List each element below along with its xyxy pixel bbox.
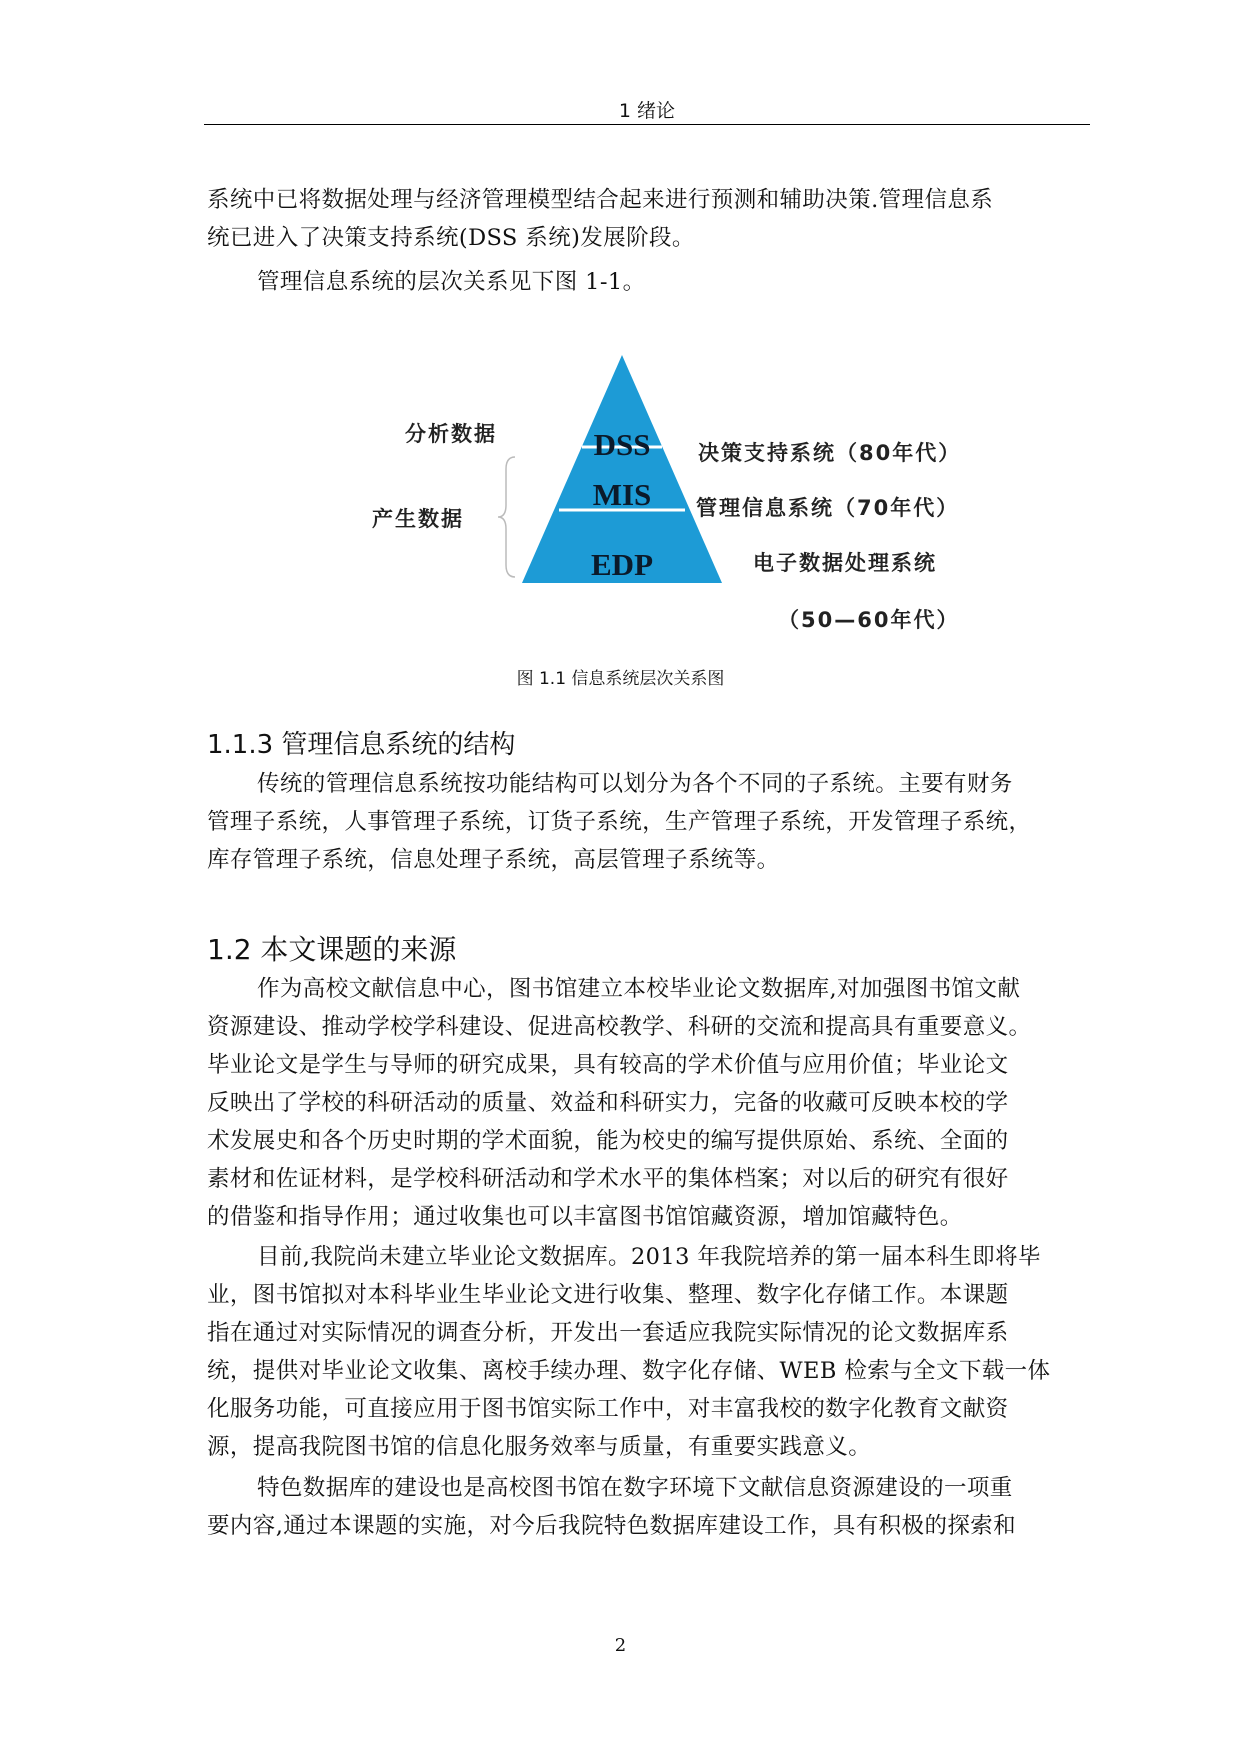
intro-paragraph <box>207 181 1087 257</box>
text-line: 资源建设、推动学校学科建设、促进高校教学、科研的交流和提高具有重要意义。 <box>207 1014 1032 1040</box>
text-line: 管理信息系统的层次关系见下图 1-1。 <box>257 269 646 295</box>
section-heading-1-2: 1.2 本文课题的来源 <box>207 933 457 966</box>
text-line: 库存管理子系统，信息处理子系统，高层管理子系统等。 <box>207 847 780 873</box>
section-1-1-3-paragraph <box>207 765 1087 879</box>
layer-edp: EDP <box>591 547 653 582</box>
text-line: 指在通过对实际情况的调查分析，开发出一套适应我院实际情况的论文数据库系 <box>207 1320 1009 1346</box>
text-line: 系统中已将数据处理与经济管理模型结合起来进行预测和辅助决策.管理信息系 <box>207 187 994 213</box>
text-line: 素材和佐证材料，是学校科研活动和学术水平的集体档案；对以后的研究有很好 <box>207 1166 1009 1192</box>
label-edp-era: （50—60年代） <box>778 608 960 632</box>
text-line: 目前,我院尚未建立毕业论文数据库。2013 年我院培养的第一届本科生即将毕 <box>257 1244 1041 1270</box>
text-line: 业，图书馆拟对本科毕业生毕业论文进行收集、整理、数字化存储工作。本课题 <box>207 1282 1009 1308</box>
label-mis-era: 管理信息系统（70年代） <box>696 496 960 520</box>
text-line: 的借鉴和指导作用；通过收集也可以丰富图书馆馆藏资源，增加馆藏特色。 <box>207 1204 963 1230</box>
text-line: 管理子系统，人事管理子系统，订货子系统，生产管理子系统，开发管理子系统， <box>207 809 1032 835</box>
header-rule <box>204 124 1090 125</box>
label-edp: 电子数据处理系统 <box>753 551 937 575</box>
layer-dss: DSS <box>593 427 651 462</box>
text-line: 统，提供对毕业论文收集、离校手续办理、数字化存储、WEB 检索与全文下载一体 <box>207 1358 1051 1384</box>
section-1-2-paragraph-1 <box>207 970 1087 1236</box>
page-number: 2 <box>614 1635 627 1656</box>
figure-reference <box>207 263 1087 301</box>
figure-caption: 图 1.1 信息系统层次关系图 <box>516 669 725 689</box>
text-line: 统已进入了决策支持系统(DSS 系统)发展阶段。 <box>207 225 695 251</box>
page-header: 1 绪论 <box>618 100 676 122</box>
layer-mis: MIS <box>592 477 652 512</box>
section-1-2-paragraph-3 <box>207 1469 1087 1545</box>
text-line: 作为高校文献信息中心，图书馆建立本校毕业论文数据库,对加强图书馆文献 <box>257 976 1021 1002</box>
label-dss-era: 决策支持系统（80年代） <box>698 441 962 465</box>
text-line: 毕业论文是学生与导师的研究成果，具有较高的学术价值与应用价值；毕业论文 <box>207 1052 1009 1078</box>
section-1-2-paragraph-2 <box>207 1238 1087 1466</box>
hierarchy-figure <box>360 345 980 645</box>
brace-shape <box>498 457 515 577</box>
section-heading-1-1-3: 1.1.3 管理信息系统的结构 <box>207 730 516 760</box>
label-analyze-data: 分析数据 <box>405 422 497 446</box>
text-line: 术发展史和各个历史时期的学术面貌，能为校史的编写提供原始、系统、全面的 <box>207 1128 1009 1154</box>
text-line: 反映出了学校的科研活动的质量、效益和科研实力，完备的收藏可反映本校的学 <box>207 1090 1009 1116</box>
text-line: 源，提高我院图书馆的信息化服务效率与质量，有重要实践意义。 <box>207 1434 872 1460</box>
text-line: 传统的管理信息系统按功能结构可以划分为各个不同的子系统。主要有财务 <box>257 771 1013 797</box>
text-line: 化服务功能，可直接应用于图书馆实际工作中，对丰富我校的数字化教育文献资 <box>207 1396 1009 1422</box>
text-line: 特色数据库的建设也是高校图书馆在数字环境下文献信息资源建设的一项重 <box>257 1475 1013 1501</box>
text-line: 要内容,通过本课题的实施，对今后我院特色数据库建设工作，具有积极的探索和 <box>207 1513 1017 1539</box>
label-produce-data: 产生数据 <box>372 507 464 531</box>
